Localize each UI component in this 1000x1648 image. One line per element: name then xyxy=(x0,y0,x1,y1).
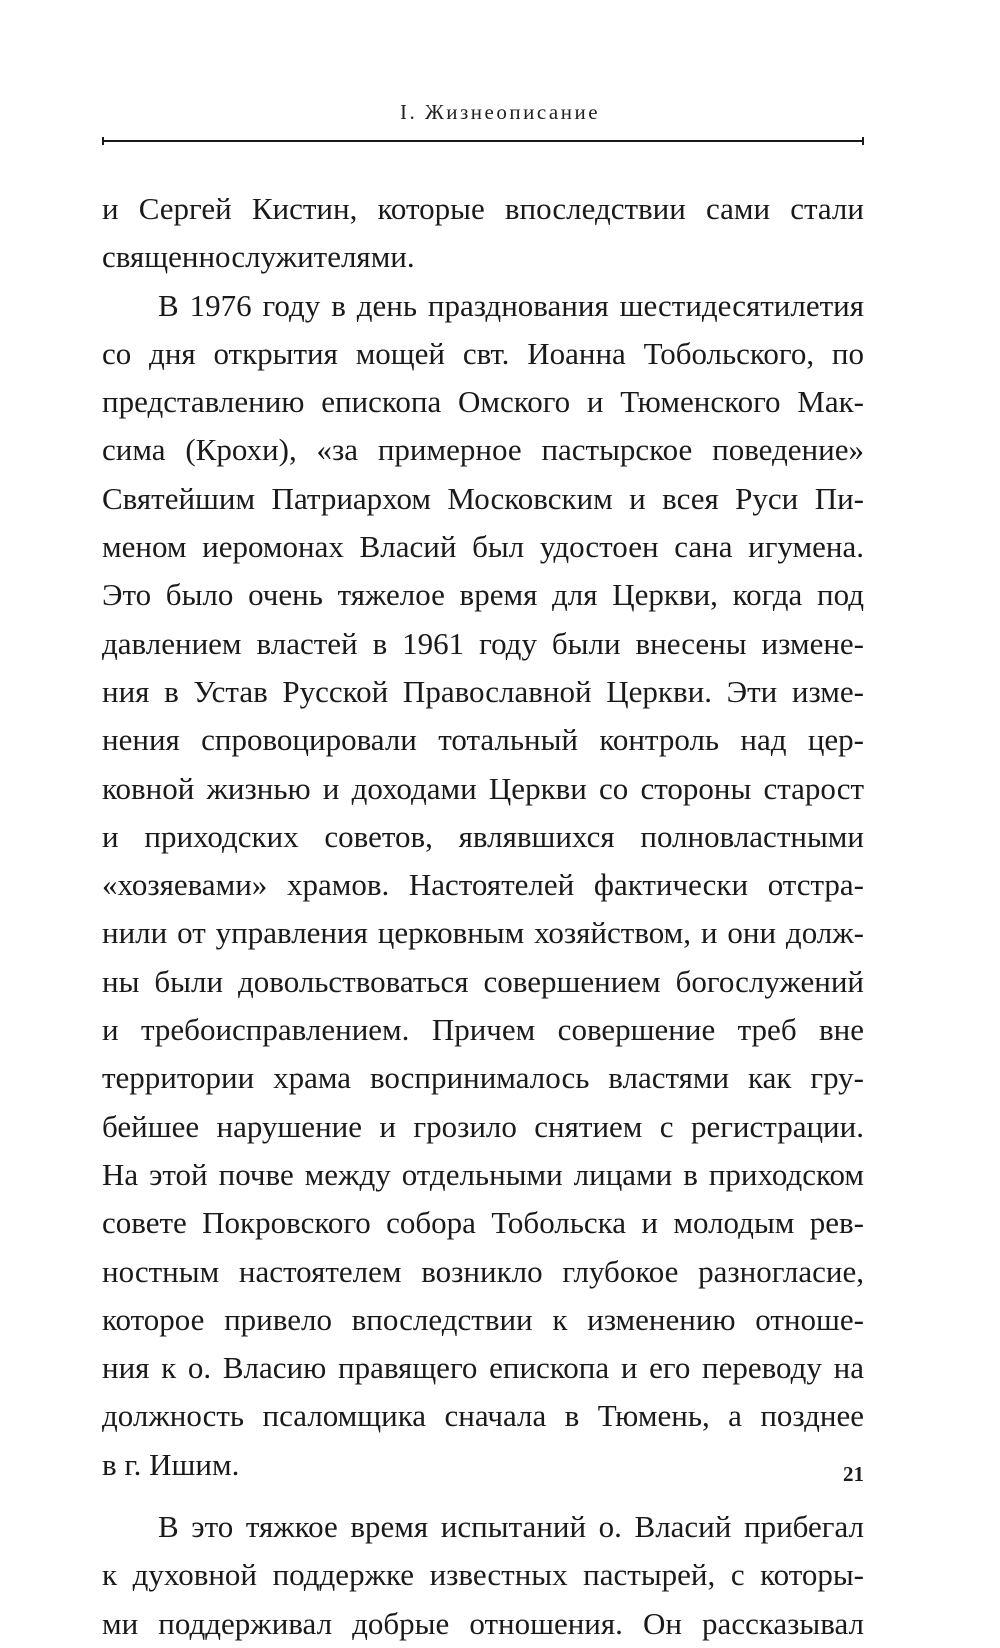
text-line: представлению епископа Омского и Тюменского Мак- xyxy=(102,384,864,420)
text-line: и Сергей Кистин, которые впоследствии сами стали xyxy=(102,191,864,226)
text-line: к духовной поддержке известных пастырей, с которы- xyxy=(102,1557,864,1593)
text-line: На этой почве между отдельными лицами в приходском xyxy=(102,1156,864,1192)
text-line: со дня открытия мощей свт. Иоанна Тобольского, по xyxy=(102,335,864,371)
paragraph-spacer xyxy=(102,1489,864,1503)
text-line: священнослужителями. xyxy=(102,239,415,275)
text-line: ния к о. Власию правящего епископа и его переводу на xyxy=(102,1350,864,1386)
text-line: бейшее нарушение и грозило снятием с регистрации. xyxy=(102,1108,864,1144)
text-line: ния в Устав Русской Православной Церкви. Эти изме- xyxy=(102,673,864,709)
body-text xyxy=(102,185,864,1648)
text-line: нения спровоцировали тотальный контроль над цер- xyxy=(102,722,864,758)
text-line: меном иеромонах Власий был удостоен сана игумена. xyxy=(102,529,864,565)
text-line: В это тяжкое время испытаний о. Власий прибегал xyxy=(158,1509,864,1545)
text-line: ми поддерживал добрые отношения. Он рассказывал xyxy=(102,1605,864,1641)
paragraph xyxy=(102,282,864,1489)
page-number: 21 xyxy=(843,1462,864,1486)
text-line: нили от управления церковным хозяйством, и они долж- xyxy=(102,915,864,951)
text-line: ностным настоятелем возникло глубокое разногласие, xyxy=(102,1253,864,1289)
running-head: I. Жизнеописание xyxy=(399,100,601,124)
text-line: давлением властей в 1961 году были внесены измене- xyxy=(102,625,864,661)
text-line: в г. Ишим. xyxy=(102,1446,240,1482)
paragraph xyxy=(102,185,864,282)
text-line: и требоисправлением. Причем совершение треб вне xyxy=(102,1012,864,1048)
text-line: Это было очень тяжелое время для Церкви, когда под xyxy=(102,577,864,613)
text-line: ковной жизнью и доходами Церкви со стороны старост xyxy=(102,770,864,806)
text-line: и приходских советов, являвшихся полновластными xyxy=(102,818,864,854)
text-line: должность псаломщика сначала в Тюмень, а позднее xyxy=(102,1398,864,1434)
paragraph xyxy=(102,1503,864,1648)
text-line: территории храма воспринималось властями как гру- xyxy=(102,1060,864,1096)
text-line: Святейшим Патриархом Московским и всея Руси Пи- xyxy=(102,480,864,516)
text-line: которое привело впоследствии к изменению отноше- xyxy=(102,1301,864,1337)
text-line: совете Покровского собора Тобольска и молодым рев- xyxy=(102,1205,864,1241)
text-line: ны были довольствоваться совершением богослужений xyxy=(102,963,864,999)
header-rule xyxy=(102,140,864,142)
text-line: сима (Крохи), «за примерное пастырское поведение» xyxy=(102,432,864,468)
text-line: В 1976 году в день празднования шестидесятилетия xyxy=(158,287,864,323)
text-line: «хозяевами» храмов. Настоятелей фактически отстра- xyxy=(102,867,864,903)
